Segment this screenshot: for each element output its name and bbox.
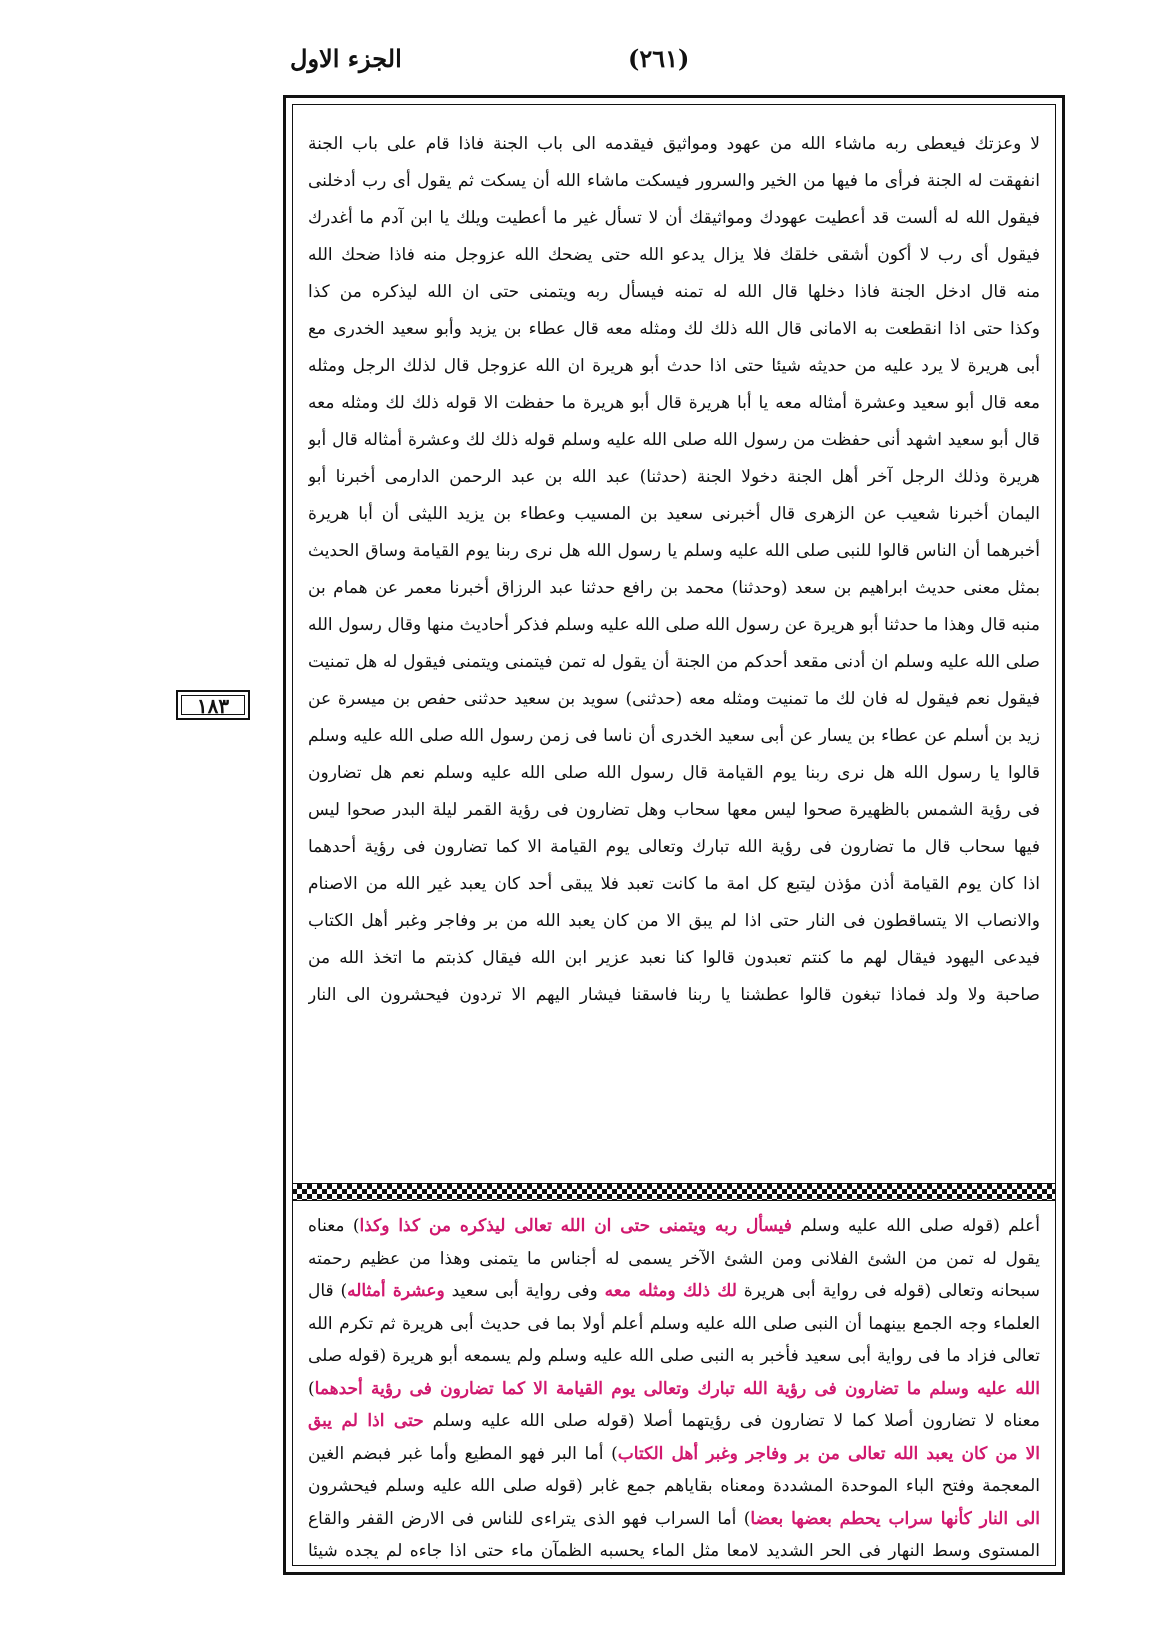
commentary-segment: يقول له تمن من الشئ الفلانى ومن الشئ الآخر يسمى له أجناس ما يتمنى وهذا من عظيم رحمته: [308, 1248, 1040, 1269]
volume-title: الجزء الاول: [290, 44, 402, 73]
margin-number: ١٨٣: [181, 695, 245, 715]
text-line: قالوا يا رسول الله هل نرى ربنا يوم القيامة قال رسول الله صلى الله عليه وسلم نعم هل تضارون: [308, 763, 1040, 783]
commentary-line: [308, 1503, 1040, 1536]
commentary-segment: تعالى فزاد ما فى رواية أبى سعيد فأخبر به النبى صلى الله عليه وسلم ولم يسمعه أبو هريرة (قوله صلى: [308, 1346, 1040, 1366]
text-line: صاحبة ولا ولد فماذا تبغون قالوا عطشنا يا ربنا فاسقنا فيشار اليهم الا تردون فيحشرون الى النار: [308, 985, 1040, 1005]
page-header: [0, 44, 1158, 84]
commentary-segment: ) أما البر فهو المطيع وأما غبر فبضم الغين: [308, 1443, 618, 1464]
text-line: فيقول أى رب لا أكون أشقى خلقك فلا يزال يدعو الله حتى يضحك الله عزوجل منه فاذا ضحك الله: [308, 245, 1040, 265]
text-line: هريرة وذلك الرجل آخر أهل الجنة دخولا الجنة (حدثنا) عبد الله بن عبد الرحمن الدارمى أخبرنا أبو: [308, 467, 1040, 487]
commentary-line: [308, 1438, 1040, 1471]
text-line: زيد بن أسلم عن عطاء بن يسار عن أبى سعيد الخدرى أن ناسا فى زمن رسول الله صلى الله عليه وسلم: [308, 726, 1040, 746]
text-line: أخبرهما أن الناس قالوا للنبى صلى الله عليه وسلم يا رسول الله هل نرى ربنا يوم القيامة وساق الحديث: [308, 541, 1040, 561]
commentary-segment: أعلم (قوله صلى الله عليه وسلم: [791, 1216, 1040, 1236]
commentary-segment: ) معناه: [308, 1216, 360, 1236]
text-line: منه قال ادخل الجنة فاذا دخلها قال الله له تمنه فيسأل ربه ويتمنى حتى ان الله ليذكره من كذا: [308, 282, 1040, 302]
text-line: أبى هريرة لا يرد عليه من حديثه شيئا حتى اذا حدث أبو هريرة ان الله عزوجل قال لذلك الرجل ومثله: [308, 356, 1040, 376]
text-line: منبه قال وهذا ما حدثنا أبو هريرة عن رسول الله صلى الله عليه وسلم فذكر أحاديث منها وقال رسول الله: [308, 615, 1040, 635]
commentary-segment: المعجمة وفتح الباء الموحدة المشددة ومعناه بقاياهم جمع غابر (قوله صلى الله عليه وسلم فيحشرون: [308, 1476, 1040, 1496]
text-line: بمثل معنى حديث ابراهيم بن سعد (وحدثنا) محمد بن رافع حدثنا عبد الرزاق أخبرنا معمر عن همام بن: [308, 578, 1040, 598]
text-line: صلى الله عليه وسلم ان أدنى مقعد أحدكم من الجنة أن يقول له تمن فيتمنى ويتمنى فيقول له هل تمنيت: [308, 652, 1040, 672]
text-line: اذا كان يوم القيامة أذن مؤذن ليتبع كل امة ما كانت تعبد فلا يبقى أحد كان يعبد غير الله من الاصنام: [308, 874, 1040, 894]
commentary-line: [308, 1308, 1040, 1341]
commentary-segment: ): [308, 1378, 315, 1399]
text-line: قال أبو سعيد اشهد أنى حفظت من رسول الله صلى الله عليه وسلم قوله ذلك لك وعشرة أمثاله قال أبو: [308, 430, 1040, 450]
highlighted-quote: حتى اذا لم يبق: [308, 1411, 424, 1431]
commentary-line: [308, 1470, 1040, 1503]
text-line: فيقول الله له ألست قد أعطيت عهودك ومواثيقك أن لا تسأل غير ما أعطيت ويلك يا ابن آدم ما أغدرك: [308, 208, 1040, 228]
text-line: معه قال أبو سعيد وعشرة أمثاله معه يا أبا هريرة قال أبو هريرة ما حفظت الا قوله ذلك لك ومثله معه: [308, 393, 1040, 413]
commentary-segment: العلماء وجه الجمع بينهما أن النبى صلى الله عليه وسلم أعلم أولا بما فى حديث أبى هريرة ثم تكرم الله: [308, 1313, 1040, 1334]
highlighted-quote: فيسأل ربه ويتمنى حتى ان الله تعالى ليذكره من كذا وكذا: [359, 1216, 792, 1236]
highlighted-quote: الى النار كأنها سراب يحطم بعضها بعضا: [750, 1508, 1040, 1529]
commentary-segment: المستوى وسط النهار فى الحر الشديد لامعا مثل الماء يحسبه الظمآن ماء حتى اذا جاءه لم يجده شيئا: [308, 1541, 1040, 1561]
highlighted-quote: الله عليه وسلم ما تضارون فى رؤية الله تبارك وتعالى يوم القيامة الا كما تضارون فى رؤية أحدهما: [314, 1378, 1040, 1399]
commentary-line: [308, 1405, 1040, 1438]
highlighted-quote: وعشرة أمثاله: [347, 1281, 445, 1301]
highlighted-quote: الا من كان يعبد الله تعالى من بر وفاجر وغبر أهل الكتاب: [617, 1443, 1040, 1464]
text-line: والانصاب الا يتساقطون فى النار حتى اذا لم يبق الا من كان يعبد الله من بر وفاجر وغبر أهل الكتاب: [308, 911, 1040, 931]
text-line: فيدعى اليهود فيقال لهم ما كنتم تعبدون قالوا كنا نعبد عزير ابن الله فيقال كذبتم ما اتخذ الله من: [308, 948, 1040, 968]
page-frame: [283, 95, 1065, 1575]
text-line: فى رؤية الشمس بالظهيرة صحوا ليس معها سحاب وهل تضارون فى رؤية القمر ليلة البدر صحوا ليس: [308, 800, 1040, 820]
margin-number-box: [176, 690, 250, 720]
commentary-line: [308, 1340, 1040, 1373]
commentary-segment: معناه لا تضارون أصلا كما لا تضارون فى رؤيتهما أصلا (قوله صلى الله عليه وسلم: [423, 1411, 1040, 1431]
highlighted-quote: لك ذلك ومثله معه: [604, 1281, 737, 1301]
checkered-divider: [292, 1183, 1056, 1201]
commentary-line: [308, 1275, 1040, 1308]
commentary-line: [308, 1243, 1040, 1276]
commentary-text: [308, 1210, 1040, 1565]
commentary-line: [308, 1535, 1040, 1565]
page-number: (٢٦١): [628, 44, 690, 73]
commentary-segment: وفى رواية أبى سعيد: [444, 1281, 605, 1301]
text-line: اليمان أخبرنا شعيب عن الزهرى قال أخبرنى سعيد بن المسيب وعطاء بن يزيد الليثى أن أبا هريرة: [308, 504, 1040, 524]
commentary-line: [308, 1210, 1040, 1243]
commentary-line: [308, 1373, 1040, 1406]
commentary-segment: ) قال: [308, 1281, 348, 1301]
commentary-segment: سبحانه وتعالى (قوله فى رواية أبى هريرة: [736, 1281, 1040, 1301]
commentary-segment: ) أما السراب فهو الذى يتراءى للناس فى الارض القفر والقاع: [308, 1508, 751, 1529]
text-line: فيها سحاب قال ما تضارون فى رؤية الله تبارك وتعالى يوم القيامة الا كما تضارون فى رؤية أحدهما: [308, 837, 1040, 857]
text-line: لا وعزتك فيعطى ربه ماشاء الله من عهود ومواثيق فيقدمه الى باب الجنة فاذا قام على باب الجنة: [308, 134, 1040, 154]
text-line: وكذا حتى اذا انقطعت به الامانى قال الله ذلك لك ومثله معه قال عطاء بن يزيد وأبو سعيد الخدرى مع: [308, 319, 1040, 339]
text-line: فيقول نعم فيقول له فان لك ما تمنيت ومثله معه (حدثنى) سويد بن سعيد حدثنى حفص بن ميسرة عن: [308, 689, 1040, 709]
text-line: انفهقت له الجنة فرأى ما فيها من الخير والسرور فيسكت ماشاء الله أن يسكت ثم يقول أى رب أدخلنى: [308, 171, 1040, 191]
main-text: [308, 126, 1040, 1166]
